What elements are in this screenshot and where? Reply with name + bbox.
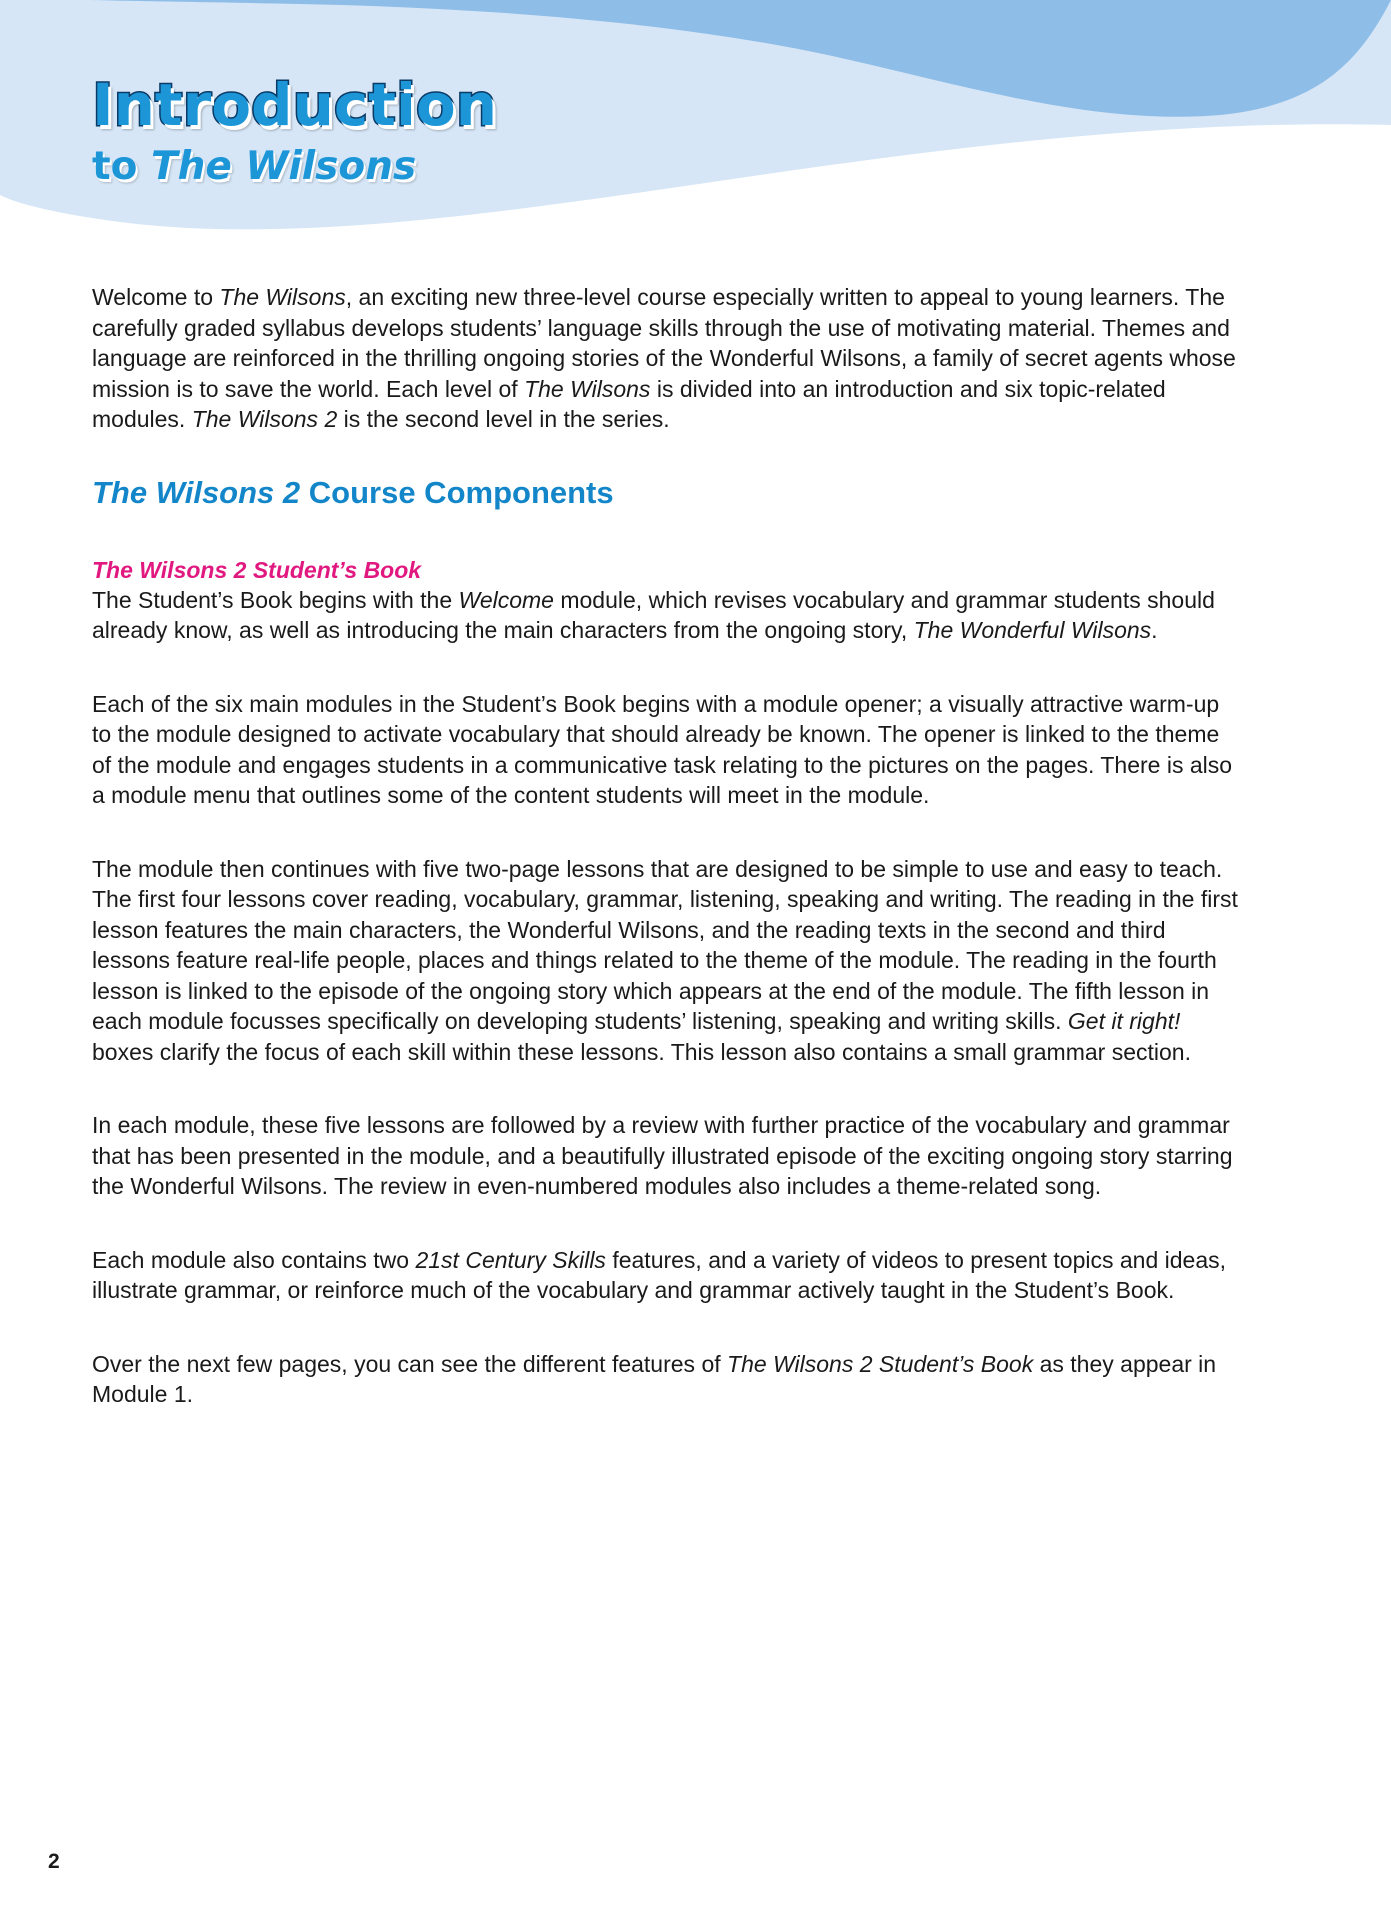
- text-run-italic: The Wilsons: [524, 375, 651, 402]
- heading-emphasis: The Wilsons 2: [92, 474, 301, 510]
- text-run: boxes clarify the focus of each skill within these lessons. This lesson also contains a small grammar section.: [92, 1038, 1191, 1065]
- text-run: Each module also contains two: [92, 1246, 416, 1273]
- text-run-italic: The Wilsons 2 Student’s Book: [727, 1350, 1034, 1377]
- intro-paragraph: [92, 282, 1242, 435]
- text-run: The Student’s Book begins with the: [92, 586, 459, 613]
- text-run-italic: Welcome: [458, 586, 554, 613]
- text-run: .: [1151, 617, 1158, 643]
- text-run: features, and a variety of videos to present topics and ideas, illustrate grammar, or reinforce much of the vocabulary and grammar actively taught in the Student’s Book.: [92, 1246, 1227, 1303]
- text-run-italic: The Wonderful Wilsons: [913, 617, 1152, 643]
- page-subtitle: [92, 142, 497, 192]
- page-title: Introduction: [92, 71, 497, 139]
- text-run: The module then continues with five two-page lessons that are designed to be simple to use and easy to teach. The first four lessons cover reading, vocabulary, grammar, listening, speaking and writing. The reading in the first lesson features the main characters, the Wonderful Wilsons, and the reading texts in the second and third lessons feature real-life people, places and things related to the theme of the module. The reading in the fourth lesson is linked to the episode of the ongoing story which appears at the end of the module. The fifth lesson in each module focusses specifically on developing students’ listening, speaking and writing skills.: [92, 855, 1238, 1034]
- paragraph-module-opener: Each of the six main modules in the Student’s Book begins with a module opener; a visually attractive warm-up to the module designed to activate vocabulary that should already be known. The opener is linked to the theme of the module and engages students in a communicative task relating to the pictures on the pages. There is also a module menu that outlines some of the content students will meet in the module.: [92, 690, 1233, 808]
- section-heading: [92, 473, 1242, 513]
- text-run: Over the next few pages, you can see the different features of: [92, 1350, 728, 1377]
- subtitle-prefix: to: [92, 144, 152, 189]
- paragraph-next-pages: [92, 1349, 1242, 1410]
- text-run: module, which revises vocabulary and grammar students should already know, as well as introducing the main characters from the ongoing story,: [92, 586, 1215, 643]
- heading-rest: Course Components: [300, 474, 614, 510]
- text-run: Welcome to: [92, 284, 220, 310]
- text-run-italic: The Wilsons: [219, 284, 346, 310]
- subsection-heading: The Wilsons 2 Student’s Book: [92, 556, 422, 583]
- text-run: is the second level in the series.: [337, 406, 670, 432]
- main-content: [92, 282, 1242, 1410]
- text-run: as they appear in Module 1.: [92, 1350, 1217, 1407]
- page-number: 2: [48, 1850, 60, 1873]
- text-run: , an exciting new three-level course especially written to appeal to young learners. The carefully graded syllabus develops students’ language skills through the use of motivating material. Themes and language are reinforced in the thrilling ongoing stories of the Wonderful Wilsons, a family of secret agents whose mission is to save the world. Each level of: [92, 284, 1236, 402]
- text-run-italic: The Wilsons 2: [191, 406, 338, 432]
- subtitle-emphasis: The Wilsons: [151, 144, 417, 189]
- paragraph-welcome: [92, 585, 1242, 646]
- paragraph-review: In each module, these five lessons are followed by a review with further practice of the vocabulary and grammar that has been presented in the module, and a beautifully illustrated episode of the exciting ongoing story starring the Wonderful Wilsons. The review in even-numbered modules also includes a theme-related song.: [92, 1112, 1233, 1199]
- paragraph-lessons: [92, 854, 1242, 1068]
- paragraph-skills: [92, 1245, 1242, 1306]
- text-run: is divided into an introduction and six topic-related modules.: [92, 375, 1166, 432]
- text-run-italic: 21st Century Skills: [415, 1246, 606, 1273]
- title-block: [92, 70, 497, 192]
- text-run-italic: Get it right!: [1067, 1008, 1181, 1034]
